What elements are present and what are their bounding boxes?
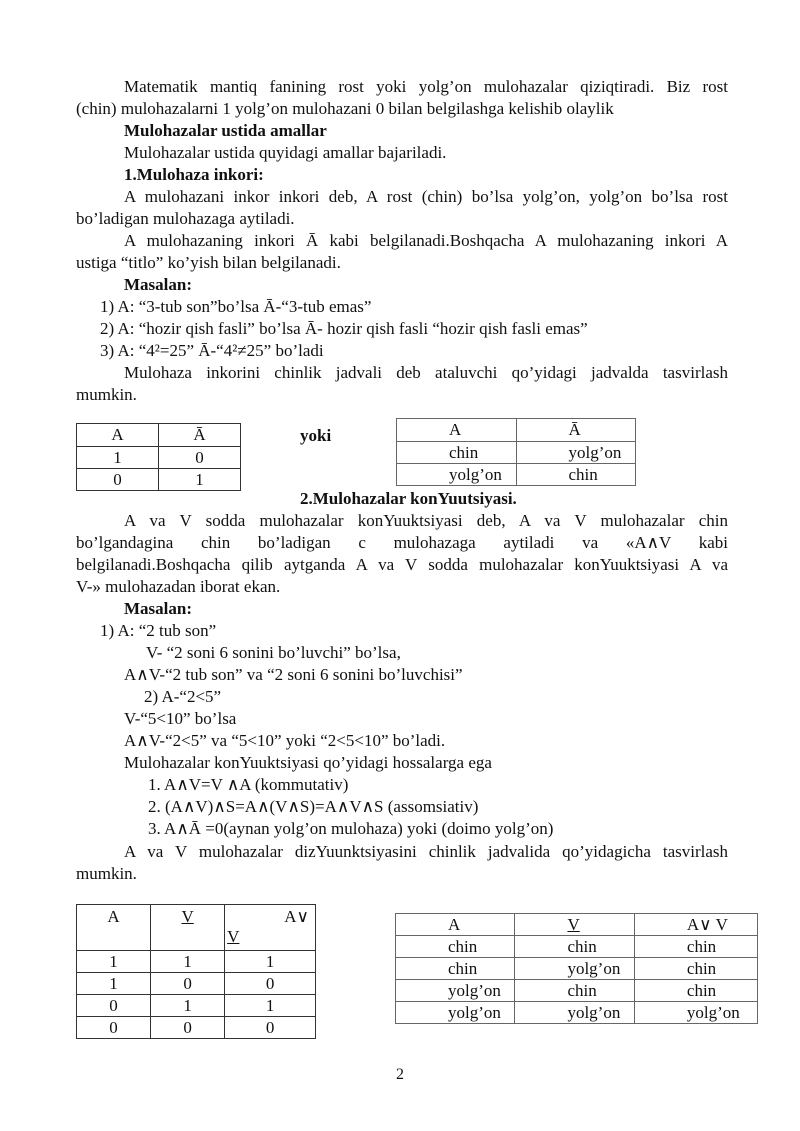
- table-cell: yolg’on: [515, 958, 634, 980]
- table-header: Ā: [159, 424, 241, 447]
- inkor-p3-line2: mumkin.: [76, 385, 137, 404]
- inkor-example-2: 2) A: “hozir qish fasli” bo’lsa Ā- hozir qish fasli “hozir qish fasli emas”: [100, 319, 588, 338]
- kon-prop-2: 2. (A∧V)∧S=A∧(V∧S)=A∧V∧S (assomsiativ): [148, 797, 479, 816]
- table-cell: 1: [225, 951, 316, 973]
- table-cell: yolg’on: [396, 980, 515, 1002]
- kon-p1-line2: bo’lgandagina chin bo’ladigan c mulohazaga aytiladi va «A∧V kabi: [76, 533, 728, 552]
- table-cell: 1: [159, 469, 241, 491]
- kon-prop-1: 1. A∧V=V ∧A (kommutativ): [148, 775, 349, 794]
- table-header-line1: A∨: [284, 907, 309, 926]
- table-header-disjunction: [225, 905, 316, 951]
- negation-table-numeric: [76, 423, 241, 491]
- table-cell: 0: [77, 1017, 151, 1039]
- section-heading: Mulohazalar ustida amallar: [124, 121, 327, 140]
- inkor-p2-line2: ustiga “titlo” ko’yish bilan belgilanadi.: [76, 253, 341, 272]
- inkor-example-3: 3) A: “4²=25” Ā-“4²≠25” bo’ladi: [100, 341, 324, 360]
- table-cell: chin: [634, 958, 757, 980]
- table-header: A: [396, 914, 515, 936]
- table-cell: 1: [151, 951, 225, 973]
- table-cell: 0: [225, 973, 316, 995]
- table-header: V: [151, 905, 225, 951]
- kon-p1-line1: A va V sodda mulohazalar konYuuktsiyasi deb, A va V mulohazalar chin: [124, 511, 728, 530]
- table-cell: chin: [515, 980, 634, 1002]
- table-cell: 0: [159, 447, 241, 469]
- table-cell: 0: [151, 973, 225, 995]
- table-cell: chin: [516, 464, 636, 486]
- kon-example-1: 1) A: “2 tub son”: [100, 621, 217, 640]
- table-cell: yolg’on: [397, 464, 517, 486]
- inkor-p1-line2: bo’ladigan mulohazaga aytiladi.: [76, 209, 295, 228]
- table-header-line2: V: [227, 927, 240, 946]
- table-cell: 1: [151, 995, 225, 1017]
- table-cell: chin: [397, 442, 517, 464]
- table-cell: 1: [225, 995, 316, 1017]
- section-text: Mulohazalar ustida quyidagi amallar bajariladi.: [124, 143, 447, 162]
- table-header: A∨ V: [634, 914, 757, 936]
- table-header: Ā: [516, 419, 636, 442]
- kon-dis-line1: A va V mulohazalar dizYuunktsiyasini chinlik jadvalida qo’yidagicha tasvirlash: [124, 842, 728, 861]
- kon-masalan: Masalan:: [124, 599, 192, 618]
- inkor-example-1: 1) A: “3-tub son”bo’lsa Ā-“3-tub emas”: [100, 297, 372, 316]
- kon-example-2: 2) A-“2<5”: [144, 687, 222, 706]
- kon-dis-line2: mumkin.: [76, 864, 137, 883]
- page-number: 2: [396, 1066, 404, 1083]
- table-cell: 0: [151, 1017, 225, 1039]
- inkor-heading: 1.Mulohaza inkori:: [124, 165, 264, 184]
- kon-p1-line4: V-» mulohazadan iborat ekan.: [76, 577, 281, 596]
- inkor-p2-line1: A mulohazaning inkori Ā kabi belgilanadi.Boshqacha A mulohazaning inkori A: [124, 231, 728, 250]
- kon-heading: 2.Mulohazalar konYuutsiyasi.: [300, 489, 517, 508]
- table-cell: chin: [634, 936, 757, 958]
- table-cell: 1: [77, 973, 151, 995]
- inkor-p3-line1: Mulohaza inkorini chinlik jadvali deb ataluvchi qo’yidagi jadvalda tasvirlash: [124, 363, 728, 382]
- kon-prop-3: 3. A∧Ā =0(aynan yolg’on mulohaza) yoki (doimo yolg’on): [148, 819, 554, 838]
- disjunction-table-words: [395, 913, 758, 1024]
- table-cell: 0: [77, 995, 151, 1017]
- table-header: A: [77, 424, 159, 447]
- kon-example-2b: V-“5<10” bo’lsa: [124, 709, 237, 728]
- table-cell: yolg’on: [634, 1002, 757, 1024]
- kon-example-1c: A∧V-“2 tub son” va “2 soni 6 sonini bo’luvchisi”: [124, 665, 463, 684]
- table-cell: 0: [77, 469, 159, 491]
- table-cell: 1: [77, 951, 151, 973]
- kon-example-1b: V- “2 soni 6 sonini bo’luvchi” bo’lsa,: [146, 643, 401, 662]
- table-cell: yolg’on: [516, 442, 636, 464]
- kon-props-intro: Mulohazalar konYuuktsiyasi qo’yidagi hossalarga ega: [124, 753, 492, 772]
- table-cell: 1: [77, 447, 159, 469]
- table-cell: yolg’on: [515, 1002, 634, 1024]
- table-cell: yolg’on: [396, 1002, 515, 1024]
- table-header: V: [515, 914, 634, 936]
- yoki-label: yoki: [300, 426, 332, 445]
- intro-line-1: Matematik mantiq fanining rost yoki yolg’on mulohazalar qiziqtiradi. Biz rost: [124, 77, 728, 96]
- disjunction-table-numeric: [76, 904, 316, 1039]
- table-cell: 0: [225, 1017, 316, 1039]
- intro-line-2: (chin) mulohazalarni 1 yolg’on mulohazani 0 bilan belgilashga kelishib olaylik: [76, 99, 614, 118]
- negation-table-words: [396, 418, 636, 486]
- table-cell: chin: [515, 936, 634, 958]
- table-cell: chin: [634, 980, 757, 1002]
- kon-p1-line3: belgilanadi.Boshqacha qilib aytganda A va V sodda mulohazalar konYuuktsiyasi A va: [76, 555, 728, 574]
- table-header: A: [397, 419, 517, 442]
- inkor-p1-line1: A mulohazani inkor inkori deb, A rost (chin) bo’lsa yolg’on, yolg’on bo’lsa rost: [124, 187, 728, 206]
- inkor-masalan: Masalan:: [124, 275, 192, 294]
- table-cell: chin: [396, 958, 515, 980]
- kon-example-2c: A∧V-“2<5” va “5<10” yoki “2<5<10” bo’ladi.: [124, 731, 446, 750]
- table-header: A: [77, 905, 151, 951]
- table-cell: chin: [396, 936, 515, 958]
